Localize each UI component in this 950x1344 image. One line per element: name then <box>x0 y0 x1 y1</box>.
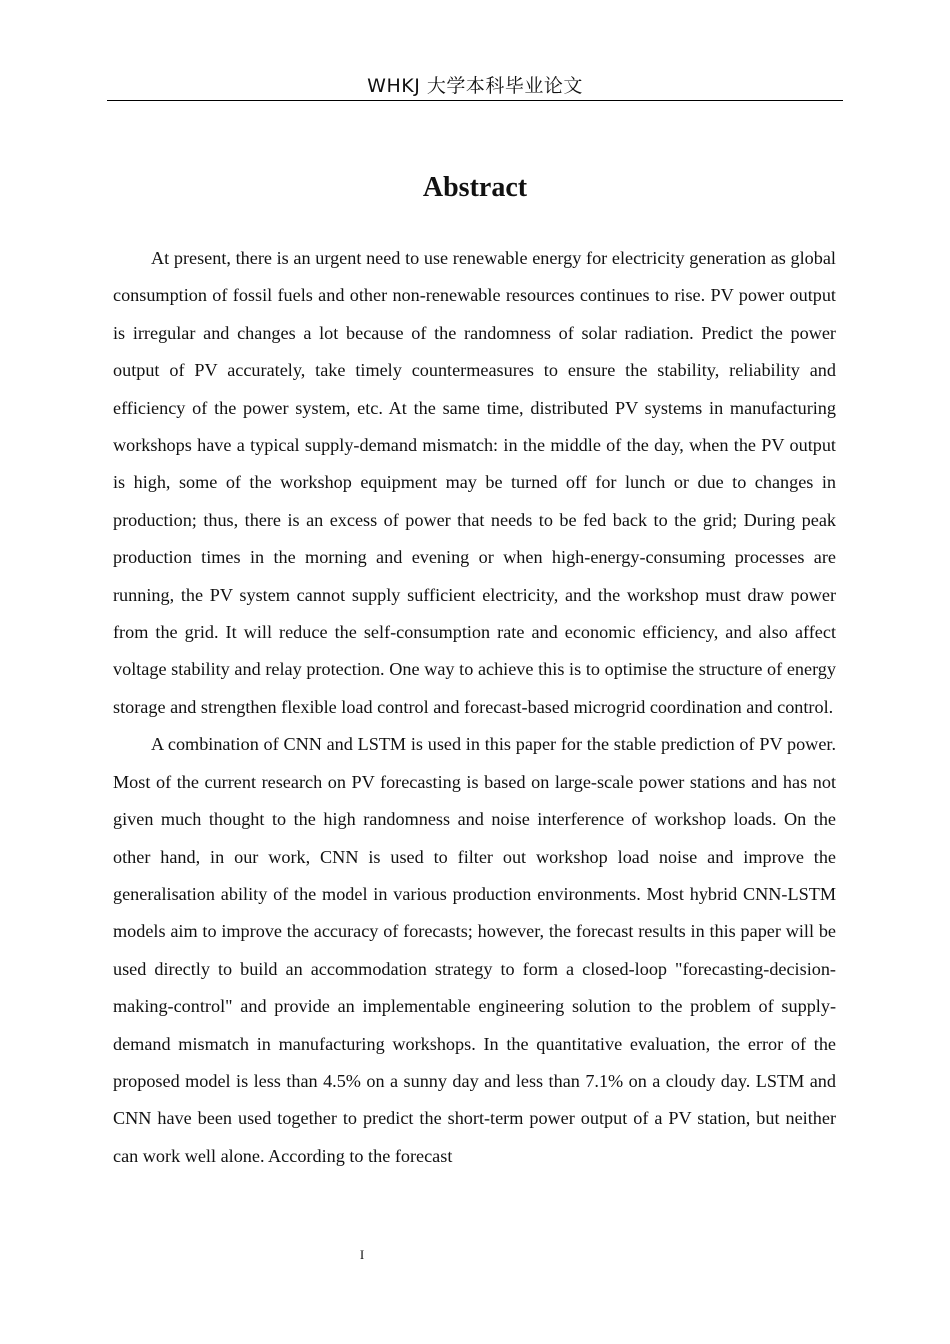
abstract-body <box>113 240 836 1175</box>
abstract-paragraph-1: At present, there is an urgent need to use renewable energy for electricity generation as global consumption of fossil fuels and other non-renewable resources continues to rise. PV power output is irregular and changes a lot because of the randomness of solar radiation. Predict the power output of PV accurately, take timely countermeasures to ensure the stability, reliability and efficiency of the power system, etc. At the same time, distributed PV systems in manufacturing workshops have a typical supply-demand mismatch: in the middle of the day, when the PV output is high, some of the workshop equipment may be turned off for lunch or due to changes in production; thus, there is an excess of power that needs to be fed back to the grid; During peak production times in the morning and evening or when high-energy-consuming processes are running, the PV system cannot supply sufficient electricity, and the workshop must draw power from the grid. It will reduce the self-consumption rate and economic efficiency, and also affect voltage stability and relay protection. One way to achieve this is to optimise the structure of energy storage and strengthen flexible load control and forecast-based microgrid coordination and control. <box>113 248 836 717</box>
page-header: WHKJ 大学本科毕业论文 <box>367 75 583 97</box>
abstract-title: Abstract <box>422 172 528 203</box>
header-rule <box>107 100 843 101</box>
page-number: I <box>359 1247 365 1262</box>
abstract-paragraph-2: A combination of CNN and LSTM is used in this paper for the stable prediction of PV power. Most of the current research on PV forecasting is based on large-scale power stations and has not given much thought to the high randomness and noise interference of workshop loads. On the other hand, in our work, CNN is used to filter out workshop load noise and improve the generalisation ability of the model in various production environments. Most hybrid CNN-LSTM models aim to improve the accuracy of forecasts; however, the forecast results in this paper will be used directly to build an accommodation strategy to form a closed-loop "forecasting-decision-making-control" and provide an implementable engineering solution to the problem of supply-demand mismatch in manufacturing workshops. In the quantitative evaluation, the error of the proposed model is less than 4.5% on a sunny day and less than 7.1% on a cloudy day. LSTM and CNN have been used together to predict the short-term power output of a PV station, but neither can work well alone. According to the forecast <box>113 734 836 1166</box>
